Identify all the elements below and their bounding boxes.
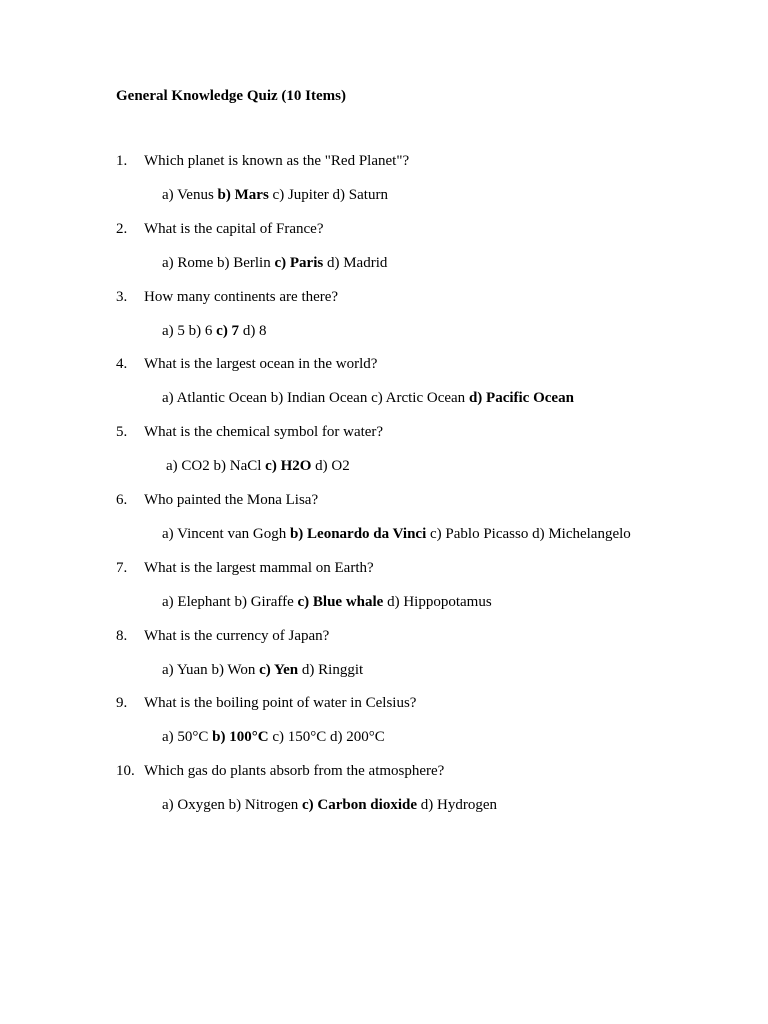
answer-option: c) 150°C bbox=[272, 729, 327, 746]
correct-answer-option: b) Leonardo da Vinci bbox=[289, 525, 427, 542]
question-number: 1. bbox=[116, 153, 128, 169]
answer-option: a) Rome bbox=[162, 254, 214, 271]
answer-option: c) Arctic Ocean bbox=[371, 390, 466, 407]
answer-option: a) Yuan bbox=[162, 661, 208, 678]
correct-answer-option: c) Yen bbox=[259, 661, 299, 678]
answer-option: d) Madrid bbox=[326, 254, 388, 271]
correct-answer-option: c) 7 bbox=[216, 322, 240, 339]
answer-options bbox=[162, 186, 388, 204]
question-text: Who painted the Mona Lisa? bbox=[144, 491, 319, 508]
answer-option: b) Nitrogen bbox=[228, 797, 299, 814]
question-text: What is the largest mammal on Earth? bbox=[144, 559, 374, 576]
question-number: 8. bbox=[116, 627, 128, 644]
question-item bbox=[0, 423, 768, 491]
question-list bbox=[0, 152, 768, 830]
answer-option: a) 50°C bbox=[162, 729, 209, 746]
question-number: 6. bbox=[116, 491, 128, 508]
answer-option: a) Atlantic Ocean bbox=[162, 390, 267, 407]
answer-option: a) 5 bbox=[162, 322, 185, 339]
answer-options bbox=[162, 796, 497, 814]
answer-options bbox=[162, 254, 387, 272]
correct-answer-option: b) Mars bbox=[217, 187, 269, 203]
answer-option: b) Indian Ocean bbox=[270, 390, 368, 407]
correct-answer-option: b) 100°C bbox=[212, 729, 269, 746]
question-item bbox=[0, 762, 768, 830]
answer-option: b) Giraffe bbox=[234, 593, 294, 610]
answer-options bbox=[162, 322, 267, 340]
answer-options bbox=[162, 525, 631, 543]
question-text: What is the capital of France? bbox=[144, 220, 324, 237]
question-number: 2. bbox=[116, 220, 128, 237]
correct-answer-option: c) Blue whale bbox=[297, 593, 384, 610]
answer-option: b) 6 bbox=[188, 322, 213, 339]
correct-answer-option: c) Paris bbox=[274, 254, 324, 271]
answer-option: c) Jupiter bbox=[272, 187, 329, 203]
question-text: Which planet is known as the "Red Planet"? bbox=[144, 153, 410, 169]
answer-options bbox=[162, 593, 492, 611]
answer-option: d) Hippopotamus bbox=[387, 593, 492, 610]
correct-answer-option: d) Pacific Ocean bbox=[468, 390, 574, 407]
answer-option: a) Oxygen bbox=[162, 797, 225, 814]
question-number: 3. bbox=[116, 288, 128, 305]
answer-option: a) Venus bbox=[162, 187, 214, 203]
answer-option: a) Vincent van Gogh bbox=[162, 525, 287, 542]
answer-options bbox=[162, 389, 574, 407]
question-text: How many continents are there? bbox=[144, 288, 339, 305]
question-text: What is the chemical symbol for water? bbox=[144, 424, 384, 441]
quiz-title: General Knowledge Quiz (10 Items) bbox=[116, 88, 346, 104]
question-text: What is the boiling point of water in Celsius? bbox=[144, 695, 417, 712]
answer-option: d) Michelangelo bbox=[532, 525, 631, 542]
question-item bbox=[0, 627, 768, 695]
question-item bbox=[0, 491, 768, 559]
answer-option: d) O2 bbox=[315, 458, 350, 475]
question-item bbox=[0, 220, 768, 288]
question-item bbox=[0, 152, 768, 220]
answer-options bbox=[162, 661, 363, 679]
answer-option: b) Berlin bbox=[216, 254, 271, 271]
question-text: Which gas do plants absorb from the atmosphere? bbox=[144, 763, 445, 780]
question-text: What is the currency of Japan? bbox=[144, 627, 330, 644]
answer-option: d) Hydrogen bbox=[420, 797, 497, 814]
answer-option: d) 8 bbox=[242, 322, 267, 339]
question-item bbox=[0, 559, 768, 627]
question-number: 10. bbox=[116, 763, 135, 780]
answer-option: b) Won bbox=[211, 661, 256, 678]
correct-answer-option: c) Carbon dioxide bbox=[301, 797, 417, 814]
answer-options bbox=[166, 457, 350, 475]
question-number: 4. bbox=[116, 356, 128, 373]
question-item bbox=[0, 694, 768, 762]
question-number: 5. bbox=[116, 424, 128, 441]
answer-option: c) Pablo Picasso bbox=[430, 525, 529, 542]
answer-option: b) NaCl bbox=[213, 458, 262, 475]
answer-option: d) Ringgit bbox=[301, 661, 364, 678]
correct-answer-option: c) H2O bbox=[265, 458, 312, 475]
question-number: 9. bbox=[116, 695, 128, 712]
answer-option: d) Saturn bbox=[332, 187, 388, 203]
answer-option: a) CO2 bbox=[166, 458, 210, 475]
question-text: What is the largest ocean in the world? bbox=[144, 356, 378, 373]
answer-option: d) 200°C bbox=[329, 729, 385, 746]
question-item bbox=[0, 288, 768, 356]
question-number: 7. bbox=[116, 559, 128, 576]
answer-option: a) Elephant bbox=[162, 593, 231, 610]
answer-options bbox=[162, 728, 385, 746]
question-item bbox=[0, 355, 768, 423]
